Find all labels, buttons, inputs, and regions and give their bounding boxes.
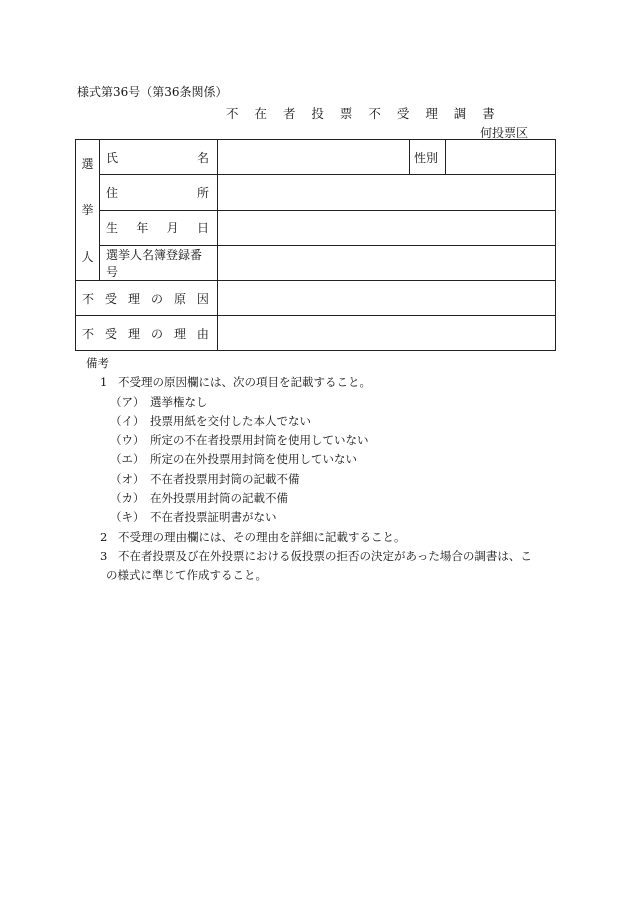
label-char: 住 (106, 185, 119, 200)
label-char: 月 (166, 221, 179, 236)
rejection-reason-field[interactable] (218, 316, 556, 351)
label-char: 不 (82, 291, 95, 306)
voter-label-char: 人 (81, 250, 94, 265)
sex-label: 性別 (410, 140, 446, 175)
notes-heading: 備考 (86, 356, 109, 370)
note-subitem (86, 393, 532, 412)
note-subitem (86, 412, 532, 431)
label-char: 不 (82, 326, 95, 341)
subitem-text: 所定の不在者投票用封筒を使用していない (150, 433, 369, 448)
subitem-mark: （カ） (110, 491, 145, 506)
note-subitem (86, 489, 532, 508)
note-text: 不在者投票及び在外投票における仮投票の拒否の決定があった場合の調書は、こ (118, 548, 532, 563)
subitem-text: 選挙権なし (150, 394, 208, 409)
label-char: 理 (127, 326, 140, 341)
label-char: 生 (106, 221, 119, 236)
label-char: 受 (104, 291, 117, 306)
subitem-mark: （キ） (110, 510, 145, 525)
note-subitem (86, 470, 532, 489)
subitem-mark: （ウ） (110, 433, 145, 448)
note-item (86, 528, 532, 547)
label-char: の (150, 291, 163, 306)
voter-group-label (76, 140, 100, 281)
label-char: の (150, 326, 163, 341)
note-number: 3 (100, 548, 108, 563)
voter-label-char: 選 (81, 156, 94, 171)
voting-district: 何投票区 (480, 126, 529, 140)
note-item (86, 373, 532, 392)
rejection-cause-field[interactable] (218, 281, 556, 316)
name-label (100, 140, 218, 175)
note-continuation: の様式に準じて作成すること。 (106, 568, 267, 583)
note-subitem (86, 431, 532, 450)
note-text: 不受理の理由欄には、その理由を詳細に記載すること。 (118, 529, 406, 544)
label-char: 年 (136, 221, 149, 236)
subitem-mark: （オ） (110, 471, 145, 486)
name-field[interactable] (218, 140, 410, 175)
note-text: 不受理の原因欄には、次の項目を記載すること。 (118, 375, 371, 390)
subitem-mark: （エ） (110, 452, 145, 467)
sex-field[interactable] (446, 140, 556, 175)
subitem-text: 不在者投票証明書がない (150, 510, 277, 525)
subitem-text: 不在者投票用封筒の記載不備 (150, 471, 300, 486)
note-number: 1 (100, 375, 108, 390)
note-number: 2 (100, 529, 108, 544)
rejection-reason-label (76, 316, 218, 351)
label-char: 原 (173, 291, 186, 306)
registry-number-label: 選挙人名簿登録番号 (100, 245, 218, 280)
notes-section (86, 354, 532, 586)
label-char: 受 (104, 326, 117, 341)
label-char: 名 (196, 150, 209, 165)
label-char: 氏 (106, 150, 119, 165)
subitem-text: 投票用紙を交付した本人でない (150, 413, 311, 428)
form-reference: 様式第36号（第36条関係） (77, 85, 228, 99)
address-field[interactable] (218, 175, 556, 210)
label-char: 理 (173, 326, 186, 341)
note-subitem (86, 508, 532, 527)
document-title: 不 在 者 投 票 不 受 理 調 書 (226, 106, 501, 121)
birthdate-field[interactable] (218, 210, 556, 245)
subitem-text: 在外投票用封筒の記載不備 (150, 491, 288, 506)
birthdate-label (100, 210, 218, 245)
note-subitem (86, 450, 532, 469)
record-table (75, 139, 556, 351)
label-char: 日 (196, 221, 209, 236)
rejection-cause-label (76, 281, 218, 316)
label-char: 因 (196, 291, 209, 306)
label-char: 理 (127, 291, 140, 306)
note-item (86, 547, 532, 566)
label-char: 所 (196, 185, 209, 200)
subitem-text: 所定の在外投票用封筒を使用していない (150, 452, 357, 467)
subitem-mark: （イ） (110, 413, 145, 428)
subitem-mark: （ア） (110, 394, 145, 409)
address-label (100, 175, 218, 210)
voter-label-char: 挙 (81, 203, 94, 218)
registry-number-field[interactable] (218, 245, 556, 280)
label-char: 由 (196, 326, 209, 341)
